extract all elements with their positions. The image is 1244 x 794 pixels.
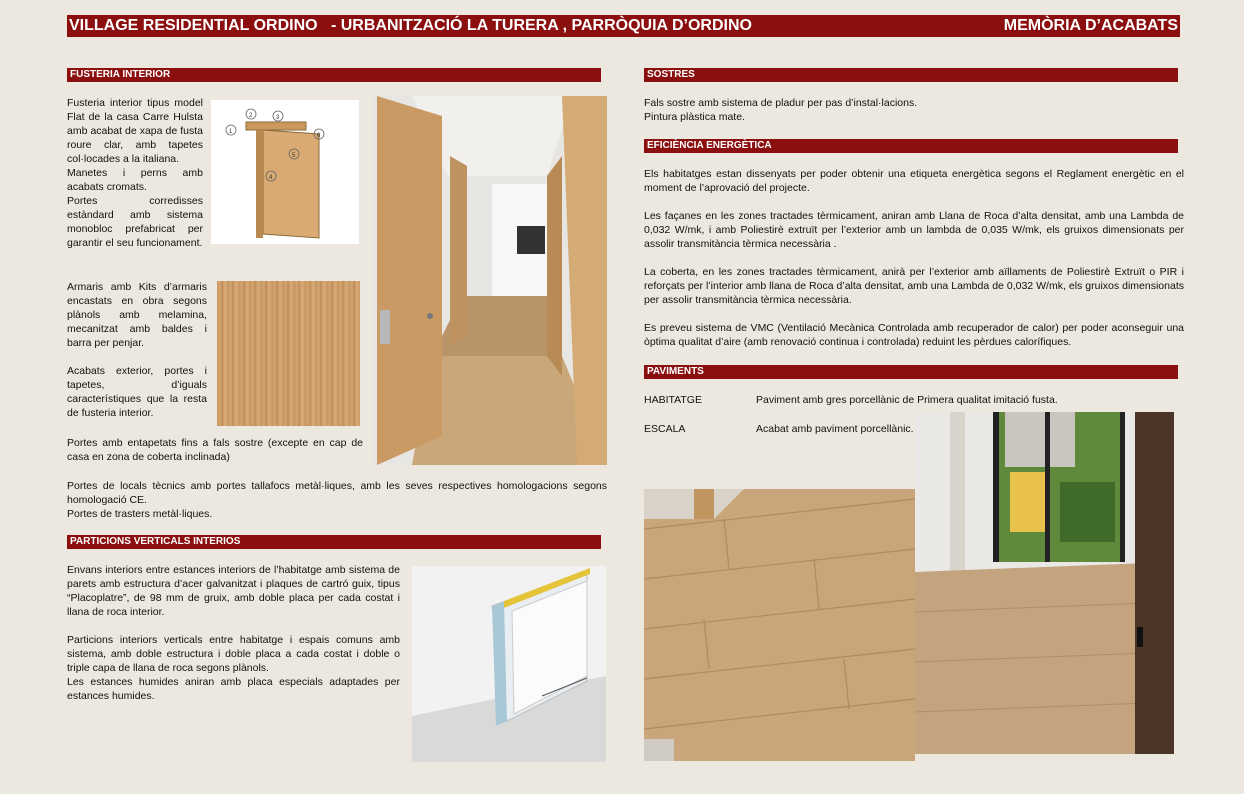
section-heading-particions: PARTICIONS VERTICALS INTERIOS — [67, 535, 601, 549]
fusteria-paragraph: Armaris amb Kits d’armaris encastats en obra segons plànols amb melamina, mecanitzat amb baldes i barra per penjar. — [67, 281, 207, 349]
fusteria-paragraph: Portes amb entapetats fins a fals sostre (excepte en cap de casa en zona de coberta inclinada) — [67, 437, 363, 463]
paviment-value: Paviment amb gres porcellànic de Primera qualitat imitació fusta. — [756, 394, 1058, 406]
particions-paragraph: Particions interiors verticals entre habitatge i espais comuns amb sistema, amb doble estructura i doble placa a cada costat i doble o triple capa de llana de roca segons plànols. — [67, 634, 400, 674]
diagram-label: 4 — [269, 175, 273, 181]
sostres-line: Pintura plàstica mate. — [644, 111, 745, 123]
paviment-value: Acabat amb paviment porcellànic. — [756, 423, 914, 435]
diagram-label: 6 — [317, 133, 321, 139]
sostres-text-block — [644, 96, 1180, 124]
section-heading-fusteria: FUSTERIA INTERIOR — [67, 68, 601, 82]
diagram-label: 5 — [292, 153, 296, 159]
eficiencia-text-block — [644, 167, 1184, 349]
fusteria-paragraph: Acabats exterior, portes i tapetes, d’iguals característiques que la resta de fusteria interior. — [67, 365, 207, 419]
wood-sample-image — [217, 281, 360, 426]
eficiencia-paragraph: Els habitatges estan dissenyats per poder obtenir una etiqueta energètica segons el Reglament energètic en el moment de l’aprovació del projecte. — [644, 168, 1184, 194]
fusteria-paragraph: Manetes i perns amb acabats cromats. — [67, 167, 203, 193]
particions-text-block — [67, 563, 400, 703]
section-heading-paviments: PAVIMENTS — [644, 365, 1178, 379]
corridor-photo — [372, 96, 607, 465]
eficiencia-paragraph: Es preveu sistema de VMC (Ventilació Mecànica Controlada amb recuperador de calor) per poder aconseguir una òptima qualitat d’aire (amb renovació continua i controlada) reduint les pèrdues calorífiques. — [644, 322, 1184, 348]
fusteria-paragraph: Portes corredisses estàndard amb sistema monobloc prefabricat per garantir el seu funcionament. — [67, 195, 203, 249]
diagram-label: 1 — [229, 129, 233, 135]
fusteria-text-block-3 — [67, 436, 363, 464]
fusteria-text-block-4 — [67, 479, 607, 521]
fusteria-paragraph: Portes de locals tècnics amb portes tallafocs metàl·liques, amb les seves respectives homologacions segons homologació CE. — [67, 480, 607, 506]
sostres-line: Fals sostre amb sistema de pladur per pas d’instal·lacions. — [644, 97, 918, 109]
fusteria-paragraph: Portes de trasters metàl·liques. — [67, 508, 213, 520]
section-heading-sostres: SOSTRES — [644, 68, 1178, 82]
fusteria-paragraph: Fusteria interior tipus model Flat de la casa Carre Hulsta amb acabat de xapa de fusta roure clar, amb tapetes col·locades a la italiana. — [67, 97, 203, 165]
paviments-row-escala — [644, 422, 944, 436]
fusteria-text-block-2 — [67, 280, 207, 420]
partition-render-image — [412, 566, 606, 762]
fusteria-text-block-1 — [67, 96, 203, 250]
diagram-label: 3 — [276, 115, 280, 121]
header-bar — [67, 15, 1180, 37]
door-diagram-svg — [211, 100, 359, 244]
floor-photo — [644, 489, 915, 761]
paviments-row-habitatge — [644, 393, 1184, 407]
diagram-label: 2 — [249, 113, 253, 119]
paviment-label: HABITATGE — [644, 394, 702, 406]
door-diagram — [211, 100, 359, 244]
eficiencia-paragraph: Les façanes en les zones tractades tèrmicament, aniran amb Llana de Roca d’alta densitat, amb una Lambda de 0,032 W/mk, i amb Poliestirè extruït per l’exterior amb un lambda de 0,035 W/mk, els gruixos dimensionats per assolir transmitància tèrmica necessària . — [644, 210, 1184, 250]
document-title: VILLAGE RESIDENTIAL ORDINO - URBANITZACIÓ LA TURERA , PARRÒQUIA D’ORDINO — [69, 17, 752, 34]
section-heading-eficiencia: EFICIÈNCIA ENERGÈTICA — [644, 139, 1178, 153]
document-section-title: MEMÒRIA D’ACABATS — [1003, 17, 1178, 34]
particions-paragraph: Les estances humides aniran amb placa especials adaptades per estances humides. — [67, 676, 400, 702]
window-room-photo — [915, 412, 1174, 754]
eficiencia-paragraph: La coberta, en les zones tractades tèrmicament, anirà per l’exterior amb aïllaments de Poliestirè Extruït o PIR i reforçats per l’interior amb llana de Roca d’alta densitat, amb una Lambda de 0,032 W/mk, els gruixos dimensionats per assolir transmitància tèrmica necessària. — [644, 266, 1184, 306]
particions-paragraph: Envans interiors entre estances interiors de l’habitatge amb sistema de parets amb estructura d’acer galvanitzat i plaques de cartró guix, tipus “Placoplatre”, de 98 mm de gruix, amb doble placa per cada costat i llana de roca interior. — [67, 564, 400, 618]
paviment-label: ESCALA — [644, 423, 686, 435]
